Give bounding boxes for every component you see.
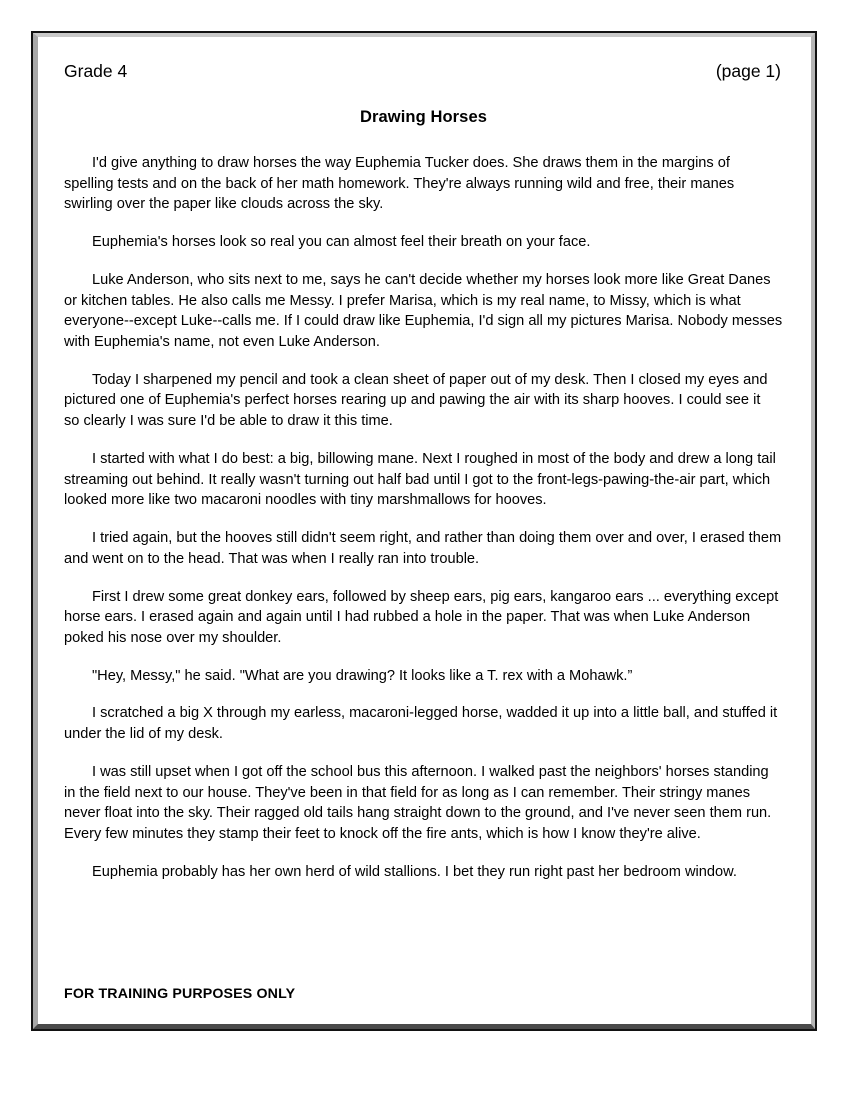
page-number-label: (page 1) [715,61,781,81]
story-paragraph: I was still upset when I got off the school bus this afternoon. I walked past the neighbors' horses standing in the field next to our house. They've been in that field for as long as I can remember. Their stringy manes never float into the sky. Their ragged old tails hang straight down to the ground, and I've never seen them run. Every few minutes they stamp their feet to knock off the fire ants, which is how I know they're alive. [64,763,776,842]
page-title: Drawing Horses [359,108,488,126]
story-paragraph: First I drew some great donkey ears, followed by sheep ears, pig ears, kangaroo ears ... everything except horse ears. I erased again and again until I had rubbed a hole in the paper. That was when Luke Anderson poked his nose over my shoulder. [64,588,783,646]
story-paragraph: Euphemia's horses look so real you can almost feel their breath on your face. [92,234,591,251]
story-paragraph: I tried again, but the hooves still didn't seem right, and rather than doing them over and over, I erased them and went on to the head. That was when I really ran into trouble. [64,530,786,567]
story-paragraph: I started with what I do best: a big, billowing mane. Next I roughed in most of the body and drew a long tail streaming out behind. It really wasn't turning out half bad until I got to the front-legs-pawing-the-air part, which looked more like two macaroni noodles with tiny marshmallows for hooves. [64,450,780,509]
story-paragraph: Today I sharpened my pencil and took a clean sheet of paper out of my desk. Then I closed my eyes and pictured one of Euphemia's perfect horses rearing up and pawing the air with its sharp hooves. I could see it so clearly I was sure I'd be able to draw it this time. [64,371,772,430]
story-paragraph-dialogue: "Hey, Messy," he said. "What are you drawing? It looks like a T. rex with a Mohawk.” [92,667,633,684]
story-paragraph: Euphemia probably has her own herd of wild stallions. I bet they run right past her bedroom window. [92,863,737,880]
document-header [58,61,789,82]
grade-label: Grade 4 [64,61,128,81]
page-content-area [38,37,811,1024]
document-page [31,31,817,1031]
page-border-bevel [33,33,815,1029]
training-notice: FOR TRAINING PURPOSES ONLY [64,986,296,1002]
story-body [58,153,789,882]
story-paragraph: Luke Anderson, who sits next to me, says he can't decide whether my horses look more like Great Danes or kitchen tables. He also calls me Messy. I prefer Marisa, which is my real name, to Missy, which is what everyone--except Luke--calls me. If I could draw like Euphemia, I'd sign all my pictures Marisa. Nobody messes with Euphemia's name, not even Luke Anderson. [64,271,787,351]
story-paragraph: I'd give anything to draw horses the way Euphemia Tucker does. She draws them in the margins of spelling tests and on the back of her math homework. They're always running wild and free, their manes swirling over the paper like clouds across the sky. [64,155,739,213]
story-paragraph: I scratched a big X through my earless, macaroni-legged horse, wadded it up into a little ball, and stuffed it under the lid of my desk. [64,705,782,743]
